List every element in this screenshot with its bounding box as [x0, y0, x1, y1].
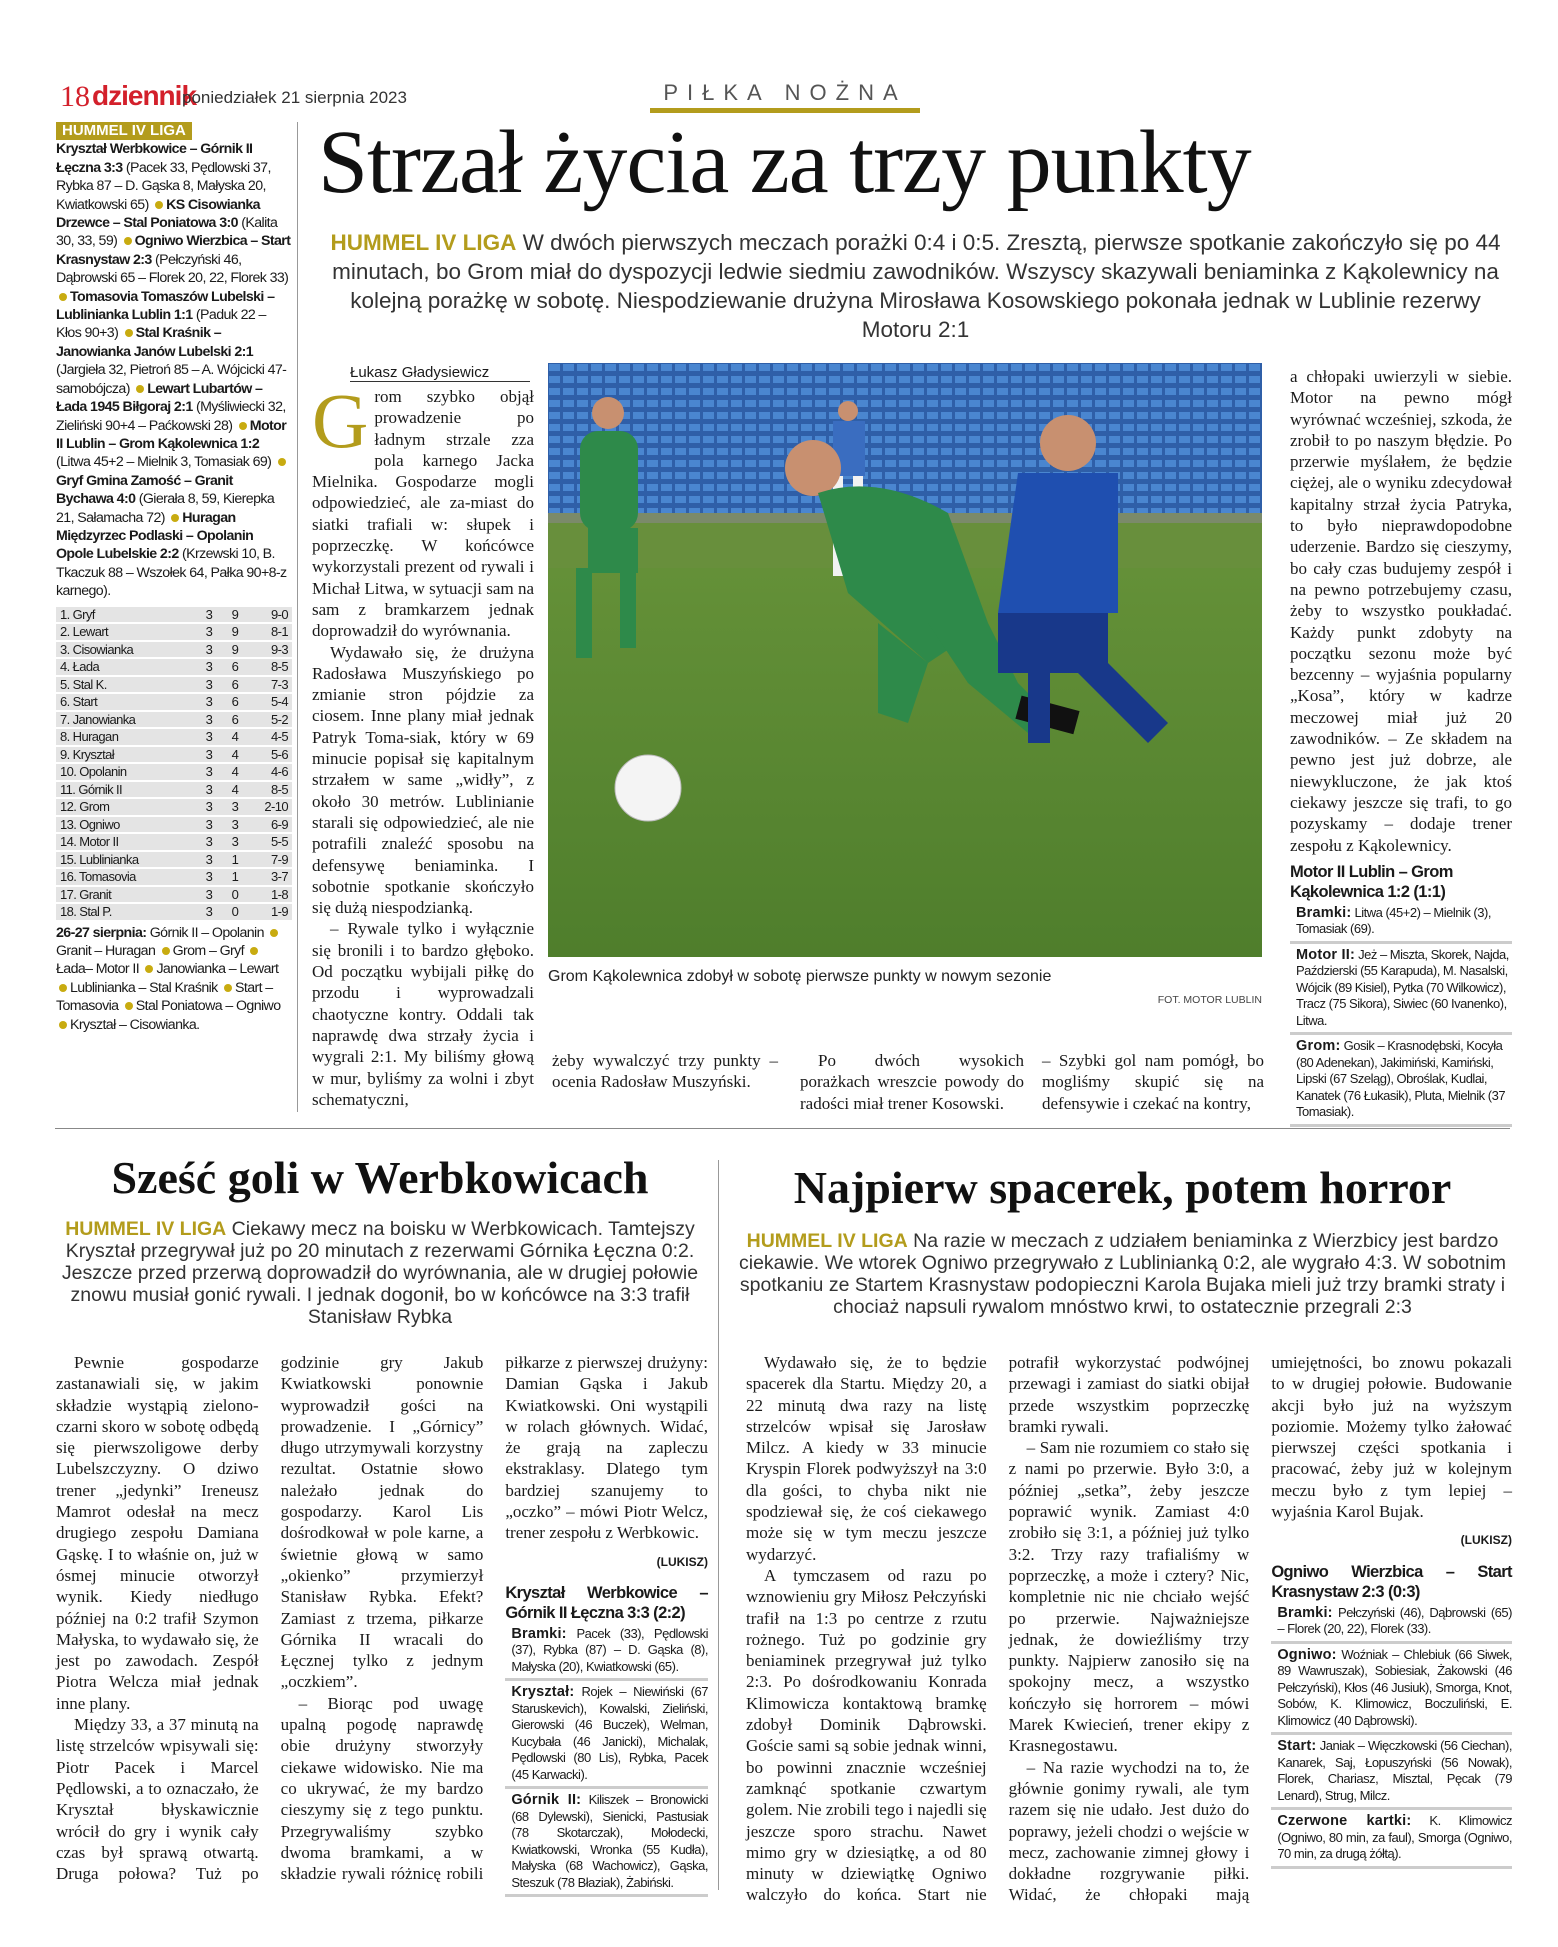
goals: 5-2 [248, 712, 292, 728]
paragraph: żeby wywalczyć trzy punkty – ocenia Radosław Muszyński. [552, 1051, 778, 1092]
box-label: Motor II: [1296, 946, 1355, 963]
main-headline: Strzał życia za trzy punkty [318, 113, 1251, 212]
drop-cap: G [312, 377, 369, 464]
box-label: Bramki: [511, 1625, 567, 1642]
bullet-icon [125, 329, 133, 337]
box-label: Start: [1277, 1738, 1317, 1755]
played: 3 [196, 834, 222, 850]
author-byline: Łukasz Gładysiewicz [350, 364, 530, 382]
main-lead [318, 228, 1513, 344]
played: 3 [196, 659, 222, 675]
points: 6 [222, 677, 248, 693]
result-match: Stal Kraśnik – Janowianka Janów Lubelski 2:1 [56, 325, 254, 360]
author-signature: (LUKISZ) [656, 1554, 708, 1569]
box-text: Rojek – Niewiński (67 Staruskevich), Kowalski, Zieliński, Gierowski (46 Buczek), Welman, Kucybała (46 Janicki), Michalak, Pędlowski (80 Lis), Rybka, Pacek (45 Karwacki). [511, 1684, 708, 1782]
paragraph: Wydawało się, że to będzie spacerek dla Startu. Między 20, a 22 minutą dwa razy na listę strzelców wpisał się Jarosław Milcz. A kiedy w 33 minucie Kryspin Florek podwyższył na 3:0 dla gości, to chyba nikt nie spodziewał się, że coś ciekawego może się w tym meczu jeszcze wydarzyć. [746, 1353, 987, 1564]
result-details: (Pacek 33, Pędlowski 37, Rybka 87 – D. Gąska 8, Małyska 20, Kwiatkowski 65) [56, 159, 271, 213]
bullet-icon [136, 385, 144, 393]
result-details: (Kalita 30, 33, 59) [56, 215, 278, 250]
team-name: 12. Grom [56, 799, 196, 815]
table-row [56, 624, 292, 640]
points: 4 [222, 782, 248, 798]
points: 9 [222, 607, 248, 623]
played: 3 [196, 694, 222, 710]
box-section [1271, 1735, 1512, 1810]
points: 6 [222, 712, 248, 728]
result-details: (Gierała 8, 59, Kierepka 21, Sałamacha 72) [56, 491, 275, 526]
column-divider [718, 1160, 719, 1890]
team-name: 6. Start [56, 694, 196, 710]
team-name: 14. Motor II [56, 834, 196, 850]
played: 3 [196, 852, 222, 868]
team-name: 7. Janowianka [56, 712, 196, 728]
fixtures [56, 924, 292, 1034]
paragraph: a chłopaki uwierzyli w siebie. Motor na pewno mógł wyrównać wcześniej, szkoda, że zrobił to po naszym błędzie. Po przerwie myślałem, że będzie ciężej, ale o wyniku zdecydował kapitalny strzał życia Patryka, to było nieprawdopodobne uderzenie. Bardzo się cieszymy, bo cały czas budujemy zespół i na pewno potrzebujemy czasu, żeby to wszystko poukładać. Każdy punkt zdobyty na początku sezonu może być bezcenny – wyjaśnia popularny „Kosa”, który w kadrze meczowej miał już 20 zawodników. – Ze składem na pewno jest już dobrze, ale niewykluczone, że jak ktoś ciekawy jeszcze się trafi, to go pozyskamy – dodaje trener zespołu z Kąkolewnicy. [1290, 367, 1512, 855]
bullet-icon [59, 984, 67, 992]
points: 1 [222, 869, 248, 885]
team-name: 1. Gryf [56, 607, 196, 623]
match-photo [548, 363, 1262, 957]
article-lead [735, 1230, 1510, 1318]
box-text: Janiak – Więczkowski (56 Ciechan), Kanarek, Saj, Łopuszyński (56 Nowak), Florek, Chariasz, Misztal, Pęcak (79 Lenard), Strug, Milcz. [1277, 1738, 1512, 1803]
goals: 1-8 [248, 887, 292, 903]
paragraph: – Szybki gol nam pomógł, bo mogliśmy skupić się na defensywie i czekać na kontry, [1042, 1051, 1264, 1113]
match-box-ogniwo-start [1271, 1562, 1512, 1869]
goals: 2-10 [248, 799, 292, 815]
points: 1 [222, 852, 248, 868]
team-name: 15. Lublinianka [56, 852, 196, 868]
played: 3 [196, 782, 222, 798]
table-row [56, 747, 292, 763]
bullet-icon [125, 1002, 133, 1010]
team-name: 11. Górnik II [56, 782, 196, 798]
bullet-icon [155, 201, 163, 209]
team-name: 3. Cisowianka [56, 642, 196, 658]
article-headline: Sześć goli w Werbkowicach [111, 1152, 649, 1203]
goals: 1-9 [248, 904, 292, 920]
paragraph: Pewnie gospodarze zastanawiali się, w jakim składzie wystąpią zielono-czarni skoro w sobotę odbędą się pierwszoligowe derby Lubelszczyzny. O dziwo trener „jedynki” Ireneusz Mamrot odesłał na mecz drugiego zespołu Damiana Gąskę. I to właśnie on, już w ósmej minucie otworzył wynik. Kiedy niedługo później na 0:2 trafił Szymon Małyska, to wydawało się, że jest po zawodach. Zespół Piotra Welcza miał jednak inne plany. [56, 1353, 259, 1713]
fixture: Górnik II – Opolanin [149, 924, 264, 941]
paragraph: – Rywale tylko i wyłącznie się bronili i to bardzo głęboko. Od początku wybijali piłkę do przodu i wyprowadzali chaotyczne kontry. Oddali tak naprawdę dwa strzały życia i wygrali 2:1. My biliśmy głową w mur, byliśmy za wolni i zbyt schematyczni, [312, 919, 534, 1109]
fixture: Lublinianka – Stal Kraśnik [70, 979, 218, 996]
results-list [56, 140, 292, 600]
team-name: 18. Stal P. [56, 904, 196, 920]
match-box-motor-grom [1290, 862, 1512, 1127]
goals: 6-9 [248, 817, 292, 833]
points: 6 [222, 659, 248, 675]
table-row [56, 869, 292, 885]
table-row [56, 799, 292, 815]
box-label: Bramki: [1296, 904, 1352, 921]
goals: 4-5 [248, 729, 292, 745]
section-title: PIŁKA NOŻNA [663, 80, 907, 105]
horizontal-divider [55, 1128, 1510, 1129]
bullet-icon [239, 422, 247, 430]
paragraph: Wydawało się, że drużyna Radosława Muszyńskiego po zmianie stron pójdzie za ciosem. Inne plany miał jednak Patryk Toma-siak, który w 69 minucie popisał się kapitalnym strzałem w same „widły”, z około 30 metrów. Lublinianie starali się odpowiedzieć, ale nie potrafili znaleźć sposobu na defensywę beniaminka. I sobotnie spotkanie skończyło się dużą niespodzianką. [312, 642, 534, 918]
newspaper-logo: dziennik [92, 80, 197, 111]
box-title: Ogniwo Wierzbica – Start Krasnystaw 2:3 (0:3) [1271, 1562, 1512, 1601]
played: 3 [196, 642, 222, 658]
result-match: KS Cisowianka Drzewce – Stal Poniatowa 3:0 [56, 196, 260, 232]
team-name: 10. Opolanin [56, 764, 196, 780]
box-label: Ogniwo: [1277, 1646, 1337, 1663]
result-match: Ogniwo Wierzbica – Start Krasnystaw 2:3 [56, 233, 291, 268]
box-section [505, 1623, 708, 1682]
fixture: Granit – Huragan [56, 942, 156, 959]
points: 9 [222, 624, 248, 640]
fixture: Grom – Gryf [172, 942, 245, 959]
lead-text: Na razie w meczach z udziałem beniaminka z Wierzbicy jest bardzo ciekawie. We wtorek Ogniwo przegrywało z Lublinianką 0:2, ale wygrało 4:3. W sobotnim spotkaniu ze Startem Krasnystaw podopieczni Karola Bujaka mieli już trzy bramki straty i chociaż napsuli rywalom mnóstwo krwi, to ostatecznie przegrali 2:3 [739, 1230, 1506, 1318]
goals: 9-0 [248, 607, 292, 623]
bullet-icon [250, 947, 258, 955]
result-match: Kryształ Werbkowice – Górnik II Łęczna 3:3 [56, 141, 253, 176]
played: 3 [196, 799, 222, 815]
points: 3 [222, 799, 248, 815]
goals: 5-4 [248, 694, 292, 710]
played: 3 [196, 904, 222, 920]
points: 0 [222, 887, 248, 903]
played: 3 [196, 712, 222, 728]
result-details: (Litwa 45+2 – Mielnik 3, Tomasiak 69) [56, 454, 272, 471]
points: 4 [222, 747, 248, 763]
points: 6 [222, 694, 248, 710]
bullet-icon [278, 458, 286, 466]
paragraph: Między 33, a 37 minutą na listę strzelców wpisywali się: Piotr Pacek i Marcel Pędlowski, a to oznaczało, że Kryształ błyskawicznie wrócił do gry i wynik cały czas był sprawą otwartą. Druga połowa? Tuż po godzinie gry Jakub Kwiatkowski ponownie wyprowadził gości na prowadzenie. I „Górnicy” długo utrzymywali korzystny rezultat. Ostatnie słowo należało jednak do gospodarzy. Karol Lis dośrodkował w pole karne, a świetnie głową w samo „okienko” przymierzył Stanisław Rybka. Efekt? Zamiast z trzema, piłkarze Górnika II wracali do Łęcznej tylko z jednym „oczkiem”. [56, 1353, 484, 1884]
article-headline: Najpierw spacerek, potem horror [793, 1162, 1452, 1213]
column-divider [297, 122, 298, 1112]
table-row [56, 642, 292, 658]
table-row [56, 817, 292, 833]
bullet-icon [224, 984, 232, 992]
result-details: (Paduk 22 – Kłos 90+3) [56, 307, 266, 342]
lead-text: Ciekawy mecz na boisku w Werbkowicach. Tamtejszy Kryształ przegrywał już po 20 minutach z rezerwami Górnika Łęczna 0:2. Jeszcze przed przerwą doprowadził do wyrównania, ale w drugiej połowie znowu musiał gonić rywali. I jednak dogonił, bo w końcówce na 3:3 trafił Stanisław Rybka [61, 1218, 699, 1328]
results-sidebar [56, 122, 292, 1034]
table-row [56, 729, 292, 745]
box-label: Bramki: [1277, 1604, 1333, 1621]
points: 3 [222, 817, 248, 833]
played: 3 [196, 869, 222, 885]
points: 0 [222, 904, 248, 920]
team-name: 2. Lewart [56, 624, 196, 640]
article-body [746, 1352, 1512, 1906]
bullet-icon [124, 237, 132, 245]
table-row [56, 852, 292, 868]
fixture: Janowianka – Lewart [156, 961, 279, 978]
paragraph: – Sam nie rozumiem co stało się z nami po przerwie. Było 3:0, a później „setka”, żeby jeszcze poprawić wynik. Zamiast 4:0 zrobiło się 3:1, a później już tylko 3:2. Trzy razy trafialiśmy w poprzeczkę, a może i cztery? Nic, kompletnie nic nie chciało wejść po przerwie. Najważniejsze jednak, że dowieźliśmy trzy punkty. Najpierw zanosiło się na spokojny mecz, a wszystko kończyło się horrorem – mówi Marek Kwiecień, trener ekipy z Krasnegostawu. [1008, 1438, 1250, 1756]
paragraph: Po dwóch wysokich porażkach wreszcie powody do radości miał trener Kosowski. [800, 1051, 1024, 1113]
box-section [505, 1681, 708, 1789]
bullet-icon [59, 1021, 67, 1029]
table-row [56, 782, 292, 798]
result-match: Huragan Międzyrzec Podlaski – Opolanin Opole Lubelskie 2:2 [56, 509, 254, 563]
box-label: Grom: [1296, 1038, 1341, 1055]
played: 3 [196, 677, 222, 693]
fixture: Kryształ – Cisowianka. [70, 1016, 200, 1033]
fixtures-label: 26-27 sierpnia: [56, 924, 147, 941]
box-text: Woźniak – Chlebiuk (66 Siwek, 89 Wawruszak), Sobiesiak, Żakowski (46 Pełczyński), Kłos (46 Jusiuk), Smorga, Knot, Sobów, K. Klimowicz, Boczuliński, E. Klimowicz (40 Dąbrowski). [1277, 1646, 1512, 1728]
table-row [56, 887, 292, 903]
box-title: Motor II Lublin – Grom Kąkolewnica 1:2 (1:1) [1290, 862, 1453, 901]
table-row [56, 607, 292, 623]
lead-tag: HUMMEL IV LIGA [65, 1218, 227, 1240]
goals: 8-5 [248, 782, 292, 798]
goals: 8-5 [248, 659, 292, 675]
photo-caption: Grom Kąkolewnica zdobył w sobotę pierwsze punkty w nowym sezonie [548, 968, 1052, 985]
box-text: Pacek (33), Pędlowski (37), Rybka (87) – D. Gąska (8), Małyska (20), Kwiatkowski (65). [511, 1625, 708, 1674]
played: 3 [196, 607, 222, 623]
team-name: 9. Kryształ [56, 747, 196, 763]
result-details: (Pełczyński 46, Dąbrowski 65 – Florek 20, 22, Florek 33) [56, 251, 289, 287]
league-tag: HUMMEL IV LIGA [56, 122, 192, 140]
box-text: Pełczyński (46), Dąbrowski (65) – Florek (20, 22), Florek (33). [1277, 1604, 1512, 1637]
box-section [1271, 1810, 1512, 1869]
fixture: Stal Poniatowa – Ogniwo [135, 998, 281, 1015]
table-row [56, 834, 292, 850]
bullet-icon [59, 293, 67, 301]
fixture: Łada– Motor II [56, 961, 140, 978]
box-label: Kryształ: [511, 1684, 575, 1701]
box-text: Litwa (45+2) – Mielnik (3), Tomasiak (69). [1296, 904, 1491, 937]
table-row [56, 904, 292, 920]
result-details: (Krzewski 10, B. Tkaczuk 88 – Wszołek 64, Pałka 90+8-z karnego). [56, 546, 287, 600]
page-number: 18 [60, 80, 90, 113]
paragraph: – Na razie wychodzi na to, że głównie gonimy rywali, ale tym razem się nie udało. Jest dużo do poprawy, jeżeli chodzi o wejście w mecz, zachowanie zimnej głowy i dokładne rozgrywanie piłki. Widać, że chłopaki mają umiejętności, bo znowu pokazali to w drugiej połowie. Budowanie akcji było już na wyższym poziomie. Możemy tylko żałować pierwszej części spotkania i pracować, żeby już w kolejnym meczu było z tym lepiej – wyjaśnia Karol Bujak. [1008, 1353, 1512, 1905]
result-match: Motor II Lublin – Grom Kąkolewnica 1:2 [56, 417, 287, 452]
goals: 5-6 [248, 747, 292, 763]
paragraph: A tymczasem od razu po wznowieniu gry Miłosz Pełczyński trafił na 1:3 po centrze z rzutu rożnego. Tuż po godzinie gry beniaminek przegrywał już tylko 2:3. Po dośrodkowaniu Konrada Klimowicza kontaktową bramkę zdobył Dominik Dąbrowski. Goście sami są sobie jednak winni, bo powinni znacznie wcześniej zamknąć spotkanie czwartym golem. Nie zrobili tego i najedli się jeszcze sporo strachu. Nawet mimo gry w dziesiątkę, a od 80 minuty w dziewiątkę Ogniwo walczyło do końca. Start nie potrafił wykorzystać podwójnej przewagi i zamiast do siatki obijał przede wszystkim poprzeczkę bramki rywali. [746, 1353, 1250, 1905]
main-column-1 [312, 377, 534, 1110]
box-title: Kryształ Werbkowice – Górnik II Łęczna 3:3 (2:2) [505, 1583, 708, 1622]
played: 3 [196, 887, 222, 903]
points: 9 [222, 642, 248, 658]
table-row [56, 764, 292, 780]
right-column-text [1290, 366, 1512, 856]
team-name: 16. Tomasovia [56, 869, 196, 885]
box-text: K. Klimowicz (Ogniwo, 80 min, za faul), Smorga (Ogniwo, 70 min, za drugą żółtą). [1277, 1813, 1512, 1862]
goals: 4-6 [248, 764, 292, 780]
bullet-icon [171, 514, 179, 522]
paragraph: rom szybko objął prowadzenie po ładnym strzale zza pola karnego Jacka Mielnika. Gospodarze mogli odpowiedzieć, ale za-miast do siatki trafiali w: słupek i poprzeczkę. W końcówce wykorzystali prezent od rywali i Michał Litwa, w sytuacji sam na sam z bramkarzem jednak doprowadził do wyrównania. [312, 387, 534, 641]
box-section [1271, 1602, 1512, 1644]
issue-date: poniedziałek 21 sierpnia 2023 [182, 88, 407, 107]
main-right-column [1290, 366, 1512, 1127]
main-column-3 [800, 1050, 1024, 1114]
goals: 7-3 [248, 677, 292, 693]
team-name: 5. Stal K. [56, 677, 196, 693]
box-label: Czerwone kartki: [1277, 1813, 1412, 1830]
photo-credit: FOT. MOTOR LUBLIN [1157, 994, 1262, 1006]
goals: 3-7 [248, 869, 292, 885]
team-name: 8. Huragan [56, 729, 196, 745]
author-signature: (LUKISZ) [1460, 1533, 1512, 1548]
goals: 8-1 [248, 624, 292, 640]
played: 3 [196, 817, 222, 833]
played: 3 [196, 764, 222, 780]
box-label: Górnik II: [511, 1792, 582, 1809]
team-name: 17. Granit [56, 887, 196, 903]
table-row [56, 659, 292, 675]
bullet-icon [145, 965, 153, 973]
match-box-krysztal-gornik [505, 1583, 708, 1898]
box-section [505, 1789, 708, 1897]
paragraph: – Biorąc pod uwagę upalną pogodę naprawdę obie drużyny stworzyły ciekawe widowisko. Nie ma co ukrywać, że my bardzo cieszymy się z tego punktu. Przegrywaliśmy szybko dwoma bramkami, a w składzie rywali różnicę robili piłkarze z pierwszej drużyny: Damian Gąska i Jakub Kwiatkowski. Oni wystąpili w rolach głównych. Widać, że grają na zapleczu ekstraklasy. Dlatego tym bardziej szanujemy to „oczko” – mówi Piotr Welcz, trener zespołu z Werbkowic. [280, 1353, 708, 1884]
result-match: Tomasovia Tomaszów Lubelski – Lublinianka Lublin 1:1 [56, 288, 275, 324]
team-name: 4. Łada [56, 659, 196, 675]
bullet-icon [270, 929, 278, 937]
box-section [1290, 944, 1512, 1036]
main-column-4 [1042, 1050, 1264, 1114]
played: 3 [196, 624, 222, 640]
main-column-2 [552, 1050, 778, 1093]
table-row [56, 712, 292, 728]
goals: 7-9 [248, 852, 292, 868]
result-details: (Jargieła 32, Pietroń 85 – A. Wójcicki 47-samobójcza) [56, 362, 287, 397]
points: 3 [222, 834, 248, 850]
standings-table [56, 605, 292, 922]
box-text: Kiliszek – Bronowicki (68 Dylewski), Sienicki, Pastusiak (78 Skotarczak), Mołodecki, Kwiatkowski, Wronka (55 Kudła), Małyska (68 Wachowicz), Gąska, Steszuk (78 Błaziak), Żabiński. [511, 1792, 708, 1890]
article-body [56, 1352, 708, 1897]
result-details: (Myśliwiecki 32, Zieliński 90+4 – Paćkowski 28) [56, 399, 286, 434]
box-text: Gosik – Krasnodębski, Kocyła (80 Adenekan), Jakimiński, Kamiński, Lipski (67 Szeląg), Obroślak, Kudlai, Kanatek (76 Łukasik), Pluta, Mielnik (37 Tomasiak). [1296, 1038, 1506, 1120]
lead-text: W dwóch pierwszych meczach porażki 0:4 i 0:5. Zresztą, pierwsze spotkanie zakończyło się po 44 minutach, bo Grom miał do dyspozycji ledwie siedmiu zawodników. Wszyscy skazywali beniaminka z Kąkolewnicy na kolejną porażkę w sobotę. Niespodziewanie drużyna Mirosława Kosowskiego pokonała jednak w Lublinie rezerwy Motoru 2:1 [332, 230, 1501, 342]
table-row [56, 677, 292, 693]
played: 3 [196, 747, 222, 763]
played: 3 [196, 729, 222, 745]
result-match: Gryf Gmina Zamość – Granit Bychawa 4:0 [56, 472, 233, 508]
bullet-icon [162, 947, 170, 955]
box-section [1290, 902, 1512, 944]
table-row [56, 694, 292, 710]
fixture: Start – Tomasovia [56, 979, 273, 1015]
points: 4 [222, 764, 248, 780]
football [615, 755, 681, 821]
goals: 9-3 [248, 642, 292, 658]
box-section [1290, 1035, 1512, 1127]
team-name: 13. Ogniwo [56, 817, 196, 833]
article-lead [55, 1218, 705, 1328]
goals: 5-5 [248, 834, 292, 850]
lead-tag: HUMMEL IV LIGA [746, 1230, 908, 1252]
points: 4 [222, 729, 248, 745]
box-section [1271, 1644, 1512, 1736]
result-match: Lewart Lubartów – Łada 1945 Biłgoraj 2:1 [56, 380, 263, 416]
lead-tag: HUMMEL IV LIGA [330, 230, 517, 255]
box-text: Jeż – Miszta, Skorek, Najda, Paździerski (55 Karapuda), M. Nasalski, Wójcik (89 Kisiel), Pytka (70 Wilkowicz), Tracz (75 Sikora), Siwiec (60 Ivanenko), Litwa. [1296, 946, 1509, 1028]
